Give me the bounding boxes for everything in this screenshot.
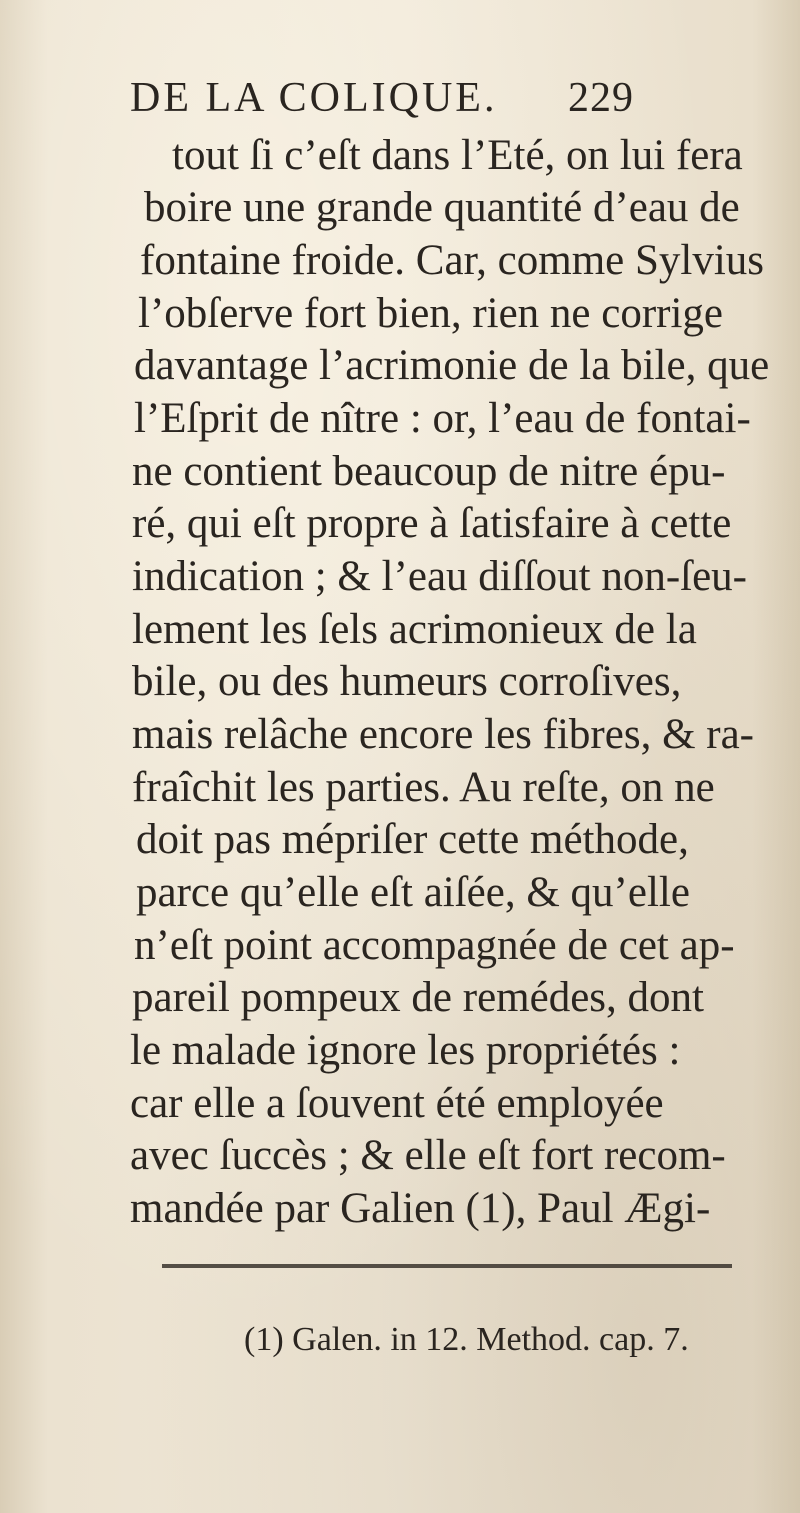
text-line: fontaine froide. Car, comme Sylvius — [140, 237, 765, 284]
text-line: le malade ignore les propriétés : — [130, 1027, 681, 1074]
text-line: pareil pompeux de remédes, dont — [132, 974, 704, 1021]
text-line: davantage l’acrimonie de la bile, que — [134, 342, 770, 389]
text-line: mandée par Galien (1), Paul Ægi- — [130, 1185, 711, 1232]
text-line: avec ſuccès ; & elle eſt fort recom- — [130, 1132, 726, 1179]
page-number: 229 — [568, 75, 634, 121]
text-line: bile, ou des humeurs corroſives, — [132, 658, 682, 705]
text-line: n’eſt point accompagnée de cet ap- — [134, 922, 735, 969]
running-head — [130, 74, 730, 130]
text-line: ne contient beaucoup de nitre épu- — [132, 448, 726, 495]
text-line: l’Eſprit de nître : or, l’eau de fontai- — [134, 395, 751, 442]
text-line: fraîchit les parties. Au reſte, on ne — [132, 764, 715, 811]
text-line: mais relâche encore les fibres, & ra- — [132, 711, 754, 758]
running-title: DE LA COLIQUE. — [130, 75, 498, 121]
text-line: doit pas mépriſer cette méthode, — [136, 816, 689, 863]
footnote-rule — [162, 1264, 732, 1268]
text-line: ré, qui eſt propre à ſatisfaire à cette — [132, 500, 732, 547]
footnote: (1) Galen. in 12. Method. cap. 7. — [244, 1321, 689, 1358]
text-line: car elle a ſouvent été employée — [130, 1080, 664, 1127]
text-line: indication ; & l’eau diſſout non-ſeu- — [132, 553, 747, 600]
text-line: parce qu’elle eſt aiſée, & qu’elle — [136, 869, 690, 916]
text-line: lement les ſels acrimonieux de la — [132, 606, 697, 653]
text-line: tout ſi c’eſt dans l’Eté, on lui fera — [172, 132, 743, 179]
text-line: boire une grande quantité d’eau de — [144, 184, 740, 231]
text-line: l’obſerve fort bien, rien ne corrige — [138, 290, 724, 337]
